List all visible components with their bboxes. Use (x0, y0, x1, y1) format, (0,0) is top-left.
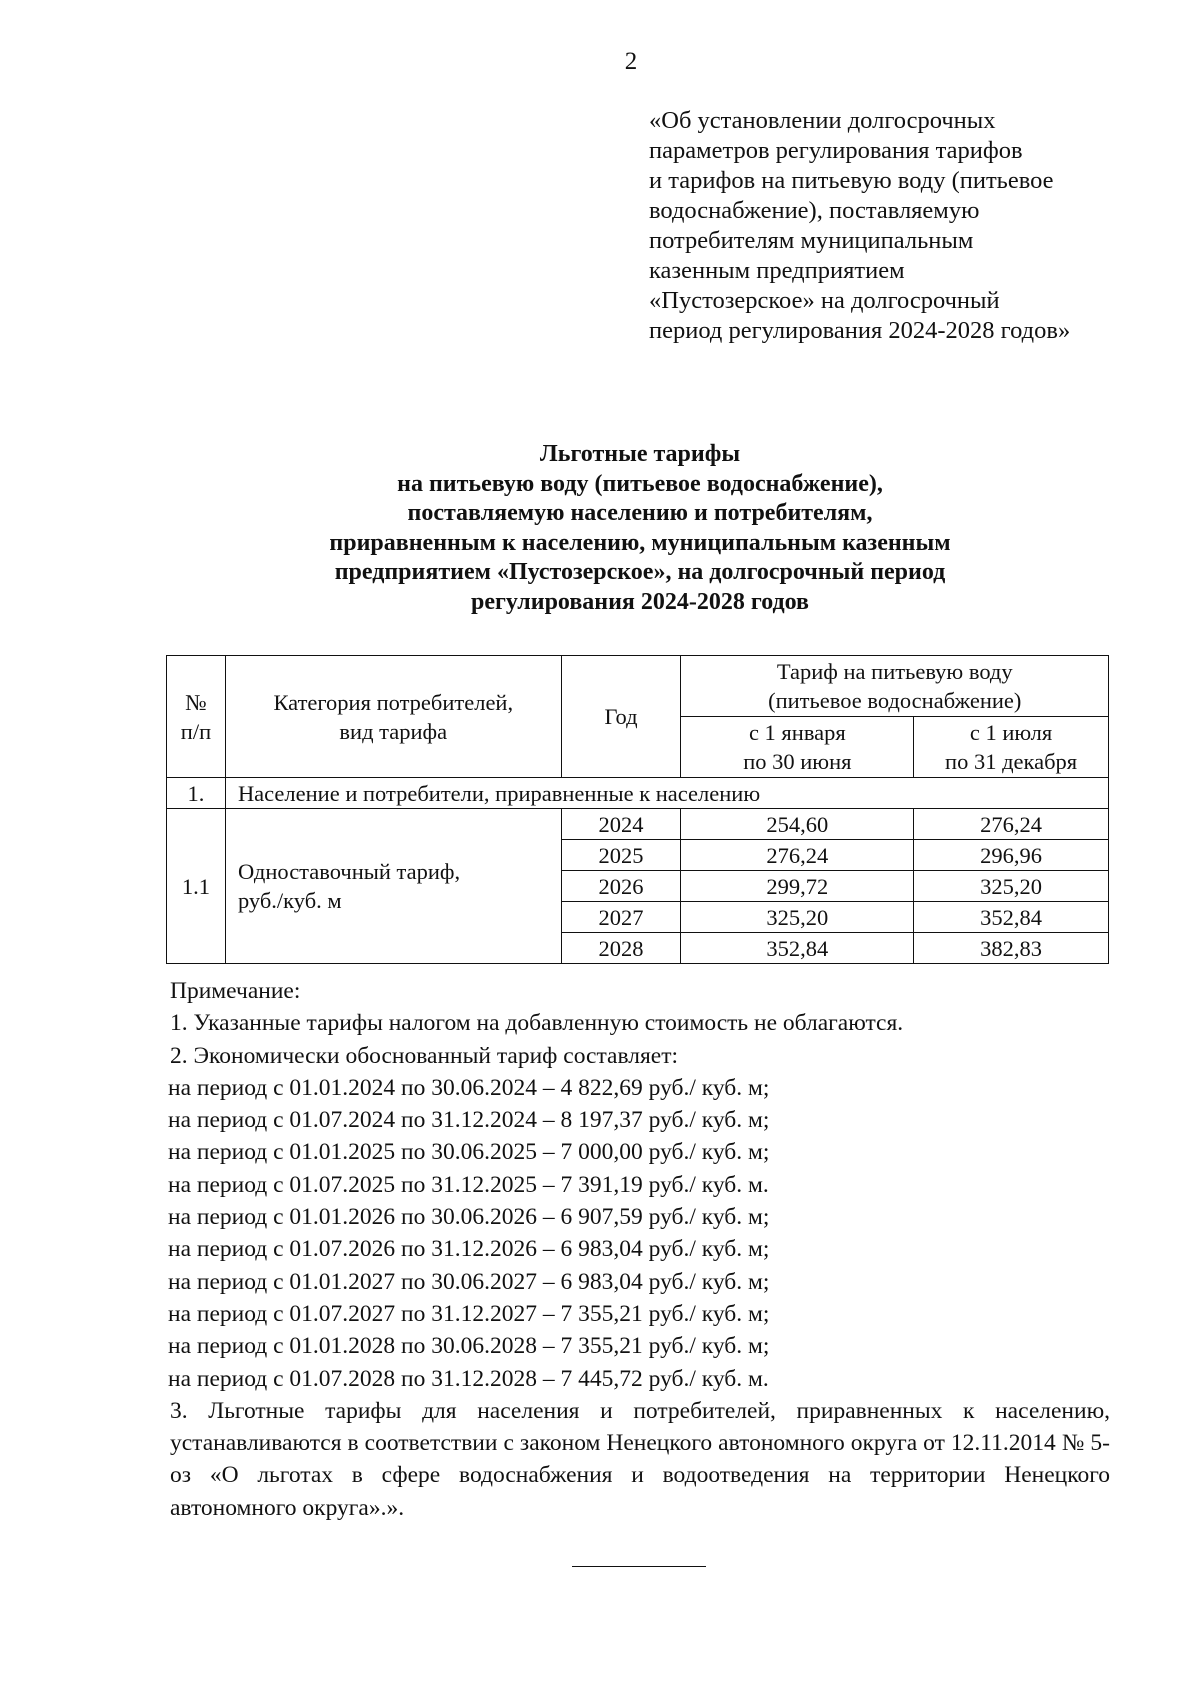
header-jan-line: по 30 июня (743, 749, 852, 774)
note-item: 1. Указанные тарифы налогом на добавленную стоимость не облагаются. (170, 1010, 904, 1037)
row-label-cell (225, 809, 561, 964)
year-cell: 2026 (561, 871, 681, 902)
resolution-title-line: водоснабжение), поставляемую (649, 197, 980, 224)
header-tariff-line: Тариф на питьевую воду (776, 659, 1013, 684)
header-year-cell: Год (561, 656, 681, 778)
jan-tariff-cell: 276,24 (681, 840, 914, 871)
year-cell: 2027 (561, 902, 681, 933)
section-row (167, 778, 1109, 809)
jul-tariff-cell: 276,24 (914, 809, 1109, 840)
tariff-table (166, 655, 1109, 964)
tariff-period-line: на период с 01.07.2026 по 31.12.2026 – 6 983,04 руб./ куб. м; (168, 1236, 770, 1263)
tariff-period-line: на период с 01.01.2028 по 30.06.2028 – 7 355,21 руб./ куб. м; (168, 1333, 770, 1360)
section-label-cell: Население и потребители, приравненные к населению (225, 778, 1108, 809)
resolution-title-line: «Пустозерское» на долгосрочный (649, 287, 1000, 314)
note-item: 3. Льготные тарифы для населения и потребителей, приравненных к населению, устанавливаются в соответствии с законом Ненецкого автономного округа от 12.11.2014 № 5-оз «О льготах в сфере водоснабжения и водоотведения на территории Ненецкого автономного округа».». (170, 1397, 1110, 1521)
header-number-cell (167, 656, 226, 778)
tariff-period-line: на период с 01.01.2025 по 30.06.2025 – 7 000,00 руб./ куб. м; (168, 1139, 770, 1166)
document-title-line: на питьевую воду (питьевое водоснабжение), (397, 470, 883, 497)
header-category-line: Категория потребителей, (273, 689, 514, 715)
row-number-cell: 1.1 (167, 809, 226, 964)
document-title-line: регулирования 2024-2028 годов (470, 588, 810, 615)
tariff-period-line: на период с 01.01.2024 по 30.06.2024 – 4 822,69 руб./ куб. м; (168, 1074, 770, 1101)
tariff-period-line: на период с 01.07.2027 по 31.12.2027 – 7 355,21 руб./ куб. м; (168, 1300, 770, 1327)
page-number: 2 (624, 48, 638, 75)
note-item: 2. Экономически обоснованный тариф составляет: (170, 1042, 679, 1069)
resolution-title-block (649, 106, 1169, 346)
tariff-period-line: на период с 01.01.2026 по 30.06.2026 – 6 907,59 руб./ куб. м; (168, 1204, 770, 1231)
header-category-cell (225, 656, 561, 778)
year-cell: 2025 (561, 840, 681, 871)
jul-tariff-cell: 352,84 (914, 902, 1109, 933)
year-cell: 2028 (561, 933, 681, 964)
header-jul-line: по 31 декабря (945, 749, 1078, 774)
jan-tariff-cell: 325,20 (681, 902, 914, 933)
document-title-line: приравненным к населению, муниципальным казенным (329, 529, 951, 556)
header-jan-cell (681, 717, 914, 778)
notes-heading: Примечание: (170, 978, 301, 1004)
resolution-title-line: период регулирования 2024-2028 годов» (649, 317, 1071, 344)
resolution-title-line: и тарифов на питьевую воду (питьевое (649, 167, 1054, 194)
header-tariff-line: (питьевое водоснабжение) (768, 688, 1022, 713)
tariff-period-line: на период с 01.07.2028 по 31.12.2028 – 7 445,72 руб./ куб. м. (168, 1365, 769, 1392)
document-title (110, 440, 1170, 617)
document-title-line: поставляемую населению и потребителям, (407, 500, 873, 526)
header-tariff-cell (681, 656, 1109, 717)
jan-tariff-cell: 352,84 (681, 933, 914, 964)
jul-tariff-cell: 382,83 (914, 933, 1109, 964)
resolution-title-line: казенным предприятием (649, 257, 905, 284)
table-header-row (167, 656, 1109, 717)
jan-tariff-cell: 254,60 (681, 809, 914, 840)
row-label-line: руб./куб. м (237, 888, 342, 913)
header-number-line: п/п (180, 718, 212, 744)
notes-section (170, 975, 1110, 1524)
table-row (167, 809, 1109, 840)
header-category-line: вид тарифа (339, 718, 448, 744)
section-number-cell: 1. (167, 778, 226, 809)
header-jul-cell (914, 717, 1109, 778)
document-title-line: предприятием «Пустозерское», на долгосрочный период (334, 559, 946, 585)
jul-tariff-cell: 325,20 (914, 871, 1109, 902)
resolution-title-line: параметров регулирования тарифов (649, 137, 1023, 164)
year-cell: 2024 (561, 809, 681, 840)
jul-tariff-cell: 296,96 (914, 840, 1109, 871)
header-jul-line: с 1 июля (969, 720, 1053, 745)
document-title-line: Льготные тарифы (539, 441, 741, 467)
header-number-line: № (185, 689, 207, 715)
row-label-line: Одноставочный тариф, (237, 859, 461, 884)
bottom-divider (572, 1566, 706, 1567)
header-jan-line: с 1 января (748, 720, 846, 745)
jan-tariff-cell: 299,72 (681, 871, 914, 902)
tariff-period-line: на период с 01.07.2025 по 31.12.2025 – 7 391,19 руб./ куб. м. (168, 1171, 769, 1198)
tariff-period-line: на период с 01.07.2024 по 31.12.2024 – 8 197,37 руб./ куб. м; (168, 1107, 770, 1134)
tariff-period-line: на период с 01.01.2027 по 30.06.2027 – 6 983,04 руб./ куб. м; (168, 1268, 770, 1295)
resolution-title-line: «Об установлении долгосрочных (649, 107, 996, 134)
resolution-title-line: потребителям муниципальным (649, 227, 974, 254)
